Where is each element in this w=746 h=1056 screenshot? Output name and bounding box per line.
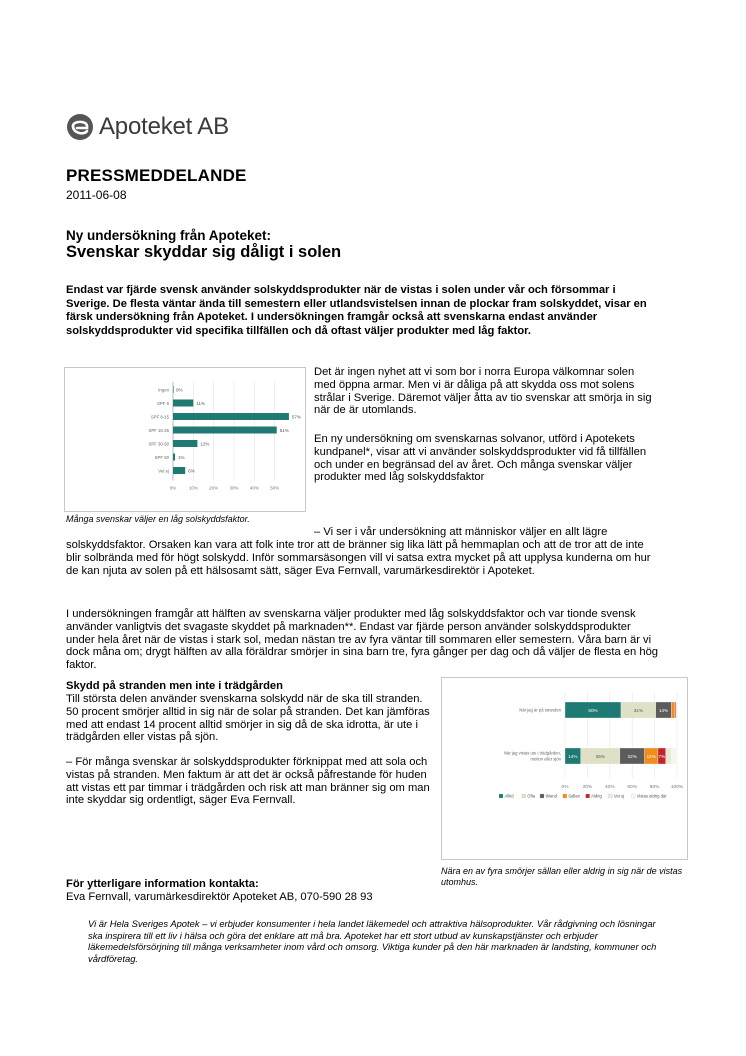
section-paragraph-1: Till största delen använder svenskarna solskydd när de ska till stranden. 50 procent smörjer alltid in sig när de solar på stranden. Det kan jämföras med att endast 14 procent alltid smörjer in sig då de ska idrotta, är ute i trädgården eller vistas på sjön. <box>66 693 430 744</box>
chart1-category-label: SPF 6 <box>157 401 169 406</box>
chart1-x-tick: 20% <box>209 485 219 491</box>
chart1-category-label: Ingen <box>158 387 169 393</box>
chart2-segment-label: 31% <box>633 707 643 713</box>
chart2-segment-label: 7% <box>658 753 666 759</box>
chart2-legend-label: Alltid <box>504 793 514 799</box>
chart-frequency-svg <box>442 678 687 859</box>
section-paragraph-2: – För många svenskar är solskyddsprodukter förknippat med att sola och vistas på stranden. Men faktum är att det är också påfrestande för huden att vistas ett par timmar i trädgården och risk att man bränner sig om man inte skyddar sig ordentligt, säger Eva Fernvall. <box>66 756 430 807</box>
chart1-bar <box>173 454 175 461</box>
headline-kicker: Ny undersökning från Apoteket: <box>66 228 272 243</box>
apoteket-logo-icon <box>66 113 94 141</box>
body-paragraph-3: solskyddsfaktor. Orsaken kan vara att folk inte tror att de bränner sig lika lätt på hemmaplan och att de tror att de inte blir solbrända med för högt solskydd. Inför sommarsäsongen vill vi satsa extra mycket på att upplysa kunderna om hur de kan njuta av solen på ett hälsosamt sätt, säger Eva Fernvall, varumärkesdirektör i Apoteket. <box>66 539 651 577</box>
chart1-bar <box>173 413 289 420</box>
chart2-category-label: När jag vistas ute i trädgården, <box>503 750 561 756</box>
chart2-x-tick: 100% <box>670 785 684 790</box>
logo-text: Apoteket AB <box>99 113 229 140</box>
chart1-value-label: 51% <box>279 428 289 433</box>
chart2-segment <box>675 702 676 718</box>
chart2-legend-label: Aldrig <box>591 793 602 799</box>
chart1-category-label: Vet ej <box>158 468 169 474</box>
chart1-category-label: SPF 50 <box>154 455 169 460</box>
chart2-legend-swatch <box>499 794 503 798</box>
chart2-x-tick: 20% <box>582 785 593 790</box>
chart2-segment-label: 35% <box>595 753 605 759</box>
body-paragraph-3-start: – Vi ser i vår undersökning att människor väljer en allt lägre <box>314 526 608 538</box>
chart1-value-label: 0% <box>176 387 183 393</box>
chart1-bar <box>173 427 277 434</box>
chart2-legend-swatch <box>586 794 590 798</box>
chart2-x-tick: 80% <box>649 785 660 790</box>
chart1-bar <box>173 440 197 447</box>
chart1-bar <box>173 386 174 393</box>
press-release-date: 2011-06-08 <box>66 188 127 202</box>
body-paragraph-1: Det är ingen nyhet att vi som bor i norra Europa välkomnar solen med öppna armar. Men vi är dåliga på att skydda oss mot solens strålar i Sverige. Däremot väljer åtta av tio svenskar att smörja in sig när de är utomlands. <box>314 366 652 417</box>
chart2-category-label: motion eller sjön <box>530 756 561 762</box>
chart2-segment <box>676 702 677 718</box>
chart-sunscreen-frequency <box>441 677 688 860</box>
chart2-segment-label: 12% <box>646 753 656 759</box>
body-paragraph-4: I undersökningen framgår att hälften av svenskarna väljer produkter med låg solskyddsfaktor och var tionde svensk använder vanligtvis det svagaste skyddet på marknaden**. Endast var fjärde person använder solskyddsprodukter under hela året när de vistas i stark sol, medan nästan tre av fyra väntar till sommaren eller semestern. Våra barn är vi dock måna om; drygt hälften av alla föräldrar smörjer in sina barn tre, fyra gånger per dag och då väljer de flesta en hög faktor. <box>66 608 659 672</box>
chart1-bar <box>173 467 185 474</box>
chart1-value-label: 11% <box>196 401 206 406</box>
section-heading-beach: Skydd på stranden men inte i trädgården <box>66 680 283 692</box>
contact-info: Eva Fernvall, varumärkesdirektör Apoteket AB, 070-590 28 93 <box>66 891 373 903</box>
chart2-category-label: När jag är på stranden <box>519 707 561 713</box>
chart1-value-label: 6% <box>188 468 195 474</box>
chart2-caption: Nära en av fyra smörjer sällan eller aldrig in sig när de vistas utomhus. <box>441 866 683 887</box>
chart2-segment-label: 14% <box>658 707 669 713</box>
chart2-segment-label: 22% <box>627 753 637 759</box>
chart1-value-label: 12% <box>200 441 210 447</box>
headline-title: Svenskar skyddar sig dåligt i solen <box>66 243 342 261</box>
chart2-segment-label: 14% <box>568 753 578 759</box>
press-release-title: PRESSMEDDELANDE <box>66 166 247 185</box>
chart1-caption: Många svenskar väljer en låg solskyddsfaktor. <box>66 514 250 524</box>
chart2-legend-swatch <box>608 794 612 798</box>
chart1-category-label: SPF 8-15 <box>150 414 169 420</box>
chart1-category-label: SPF 30-50 <box>148 441 169 447</box>
contact-heading: För ytterligare information kontakta: <box>66 878 259 890</box>
company-boilerplate: Vi är Hela Sveriges Apotek – vi erbjuder konsumenter i hela landet läkemedel och attraktiva hälsoprodukter. Vår rådgivning och lösningar ska inspirera till ett liv i hälsa och göra det enklare att må bra. Apoteket har ett stort utbud av kunskapstjänster och erbjuder läkemedelsförsörjning till många verksamheter inom vård och omsorg. Viktiga kunder på den här marknaden är landsting, kommuner och vårdföretag. <box>88 918 657 964</box>
chart1-x-tick: 40% <box>249 485 259 491</box>
chart2-x-tick: 0% <box>561 785 569 790</box>
chart2-legend-swatch <box>540 794 544 798</box>
chart2-segment <box>666 748 672 764</box>
chart2-legend-label: Sällan <box>568 793 580 799</box>
chart1-x-tick: 0% <box>169 485 177 491</box>
chart1-bar <box>173 400 193 407</box>
chart2-legend-label: Ofta <box>527 793 536 799</box>
chart2-legend-label: Vet ej <box>613 793 625 799</box>
lead-paragraph: Endast var fjärde svensk använder solskyddsprodukter när de vistas i solen under vår och försommar i Sverige. De flesta väntar ända till semestern eller utlandsvistelsen innan de plockar fram solskyddet, visar en färsk undersökning från Apoteket. I undersökningen framgår också att svenskarna endast använder solskyddsprodukter vid specifika tillfällen och då oftast väljer produkter med låg faktor. <box>66 284 647 337</box>
body-paragraph-2: En ny undersökning om svenskarnas solvanor, utförd i Apotekets kundpanel*, visar att vi använder solskyddsprodukter vid få tillfällen och under en begränsad del av året. Och många svenskar väljer produkter med låg solskyddsfaktor <box>314 433 647 484</box>
chart2-legend-label: Ibland <box>545 793 557 799</box>
chart2-legend-swatch <box>563 794 567 798</box>
chart2-segment <box>671 702 674 718</box>
company-logo <box>66 113 229 141</box>
chart1-x-tick: 10% <box>188 485 198 491</box>
chart1-x-tick: 50% <box>270 485 280 491</box>
chart2-x-tick: 40% <box>604 785 615 790</box>
chart2-segment-label: 50% <box>588 707 598 713</box>
chart2-legend-swatch <box>522 794 526 798</box>
chart1-category-label: SPF 15-25 <box>148 428 169 433</box>
chart-spf-svg <box>65 368 305 511</box>
chart2-legend-swatch <box>631 794 635 798</box>
chart-spf-distribution <box>64 367 306 512</box>
chart1-x-tick: 30% <box>229 485 239 491</box>
chart2-segment <box>671 748 677 764</box>
chart2-legend-label: Vistas aldrig där <box>636 793 667 799</box>
chart2-x-tick: 60% <box>627 785 638 790</box>
chart1-value-label: 1% <box>178 455 185 460</box>
chart1-value-label: 57% <box>291 414 301 420</box>
